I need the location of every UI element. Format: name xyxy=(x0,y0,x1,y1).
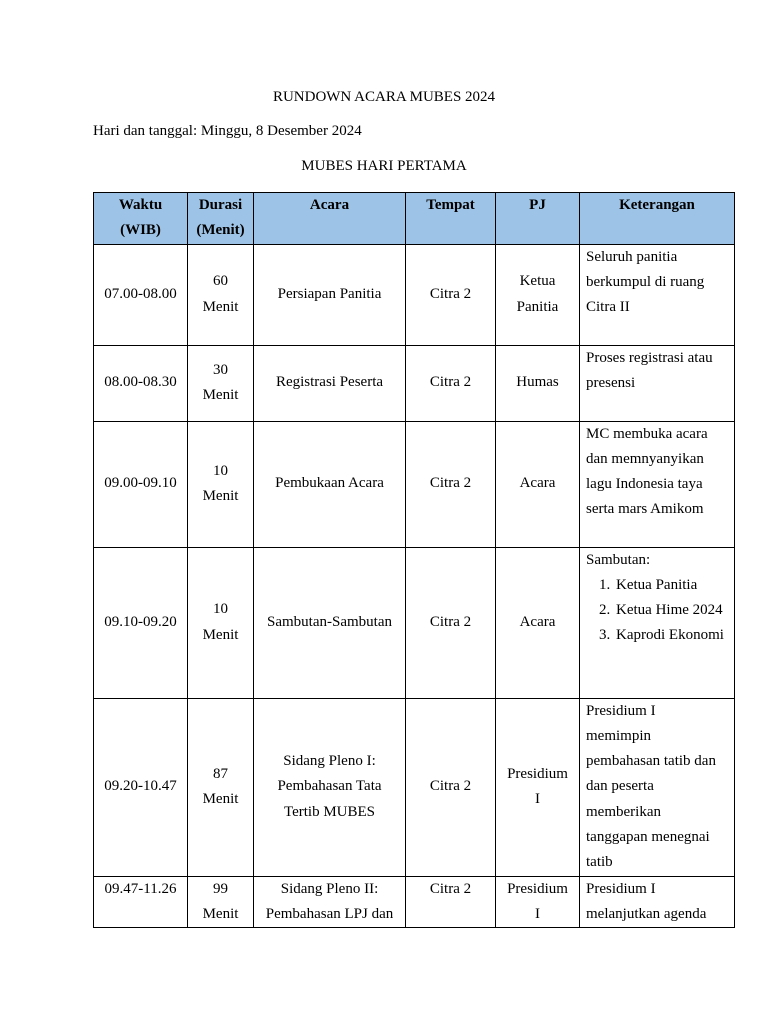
list-item: 1. Ketua Panitia xyxy=(614,573,730,598)
cell-keterangan: Sambutan: 1. Ketua Panitia 2. Ketua Hime 2024 3. Kaprodi Ekonomi xyxy=(580,547,735,698)
cell-waktu: 09.47-11.26 xyxy=(94,876,188,928)
cell-acara: Sidang Pleno I: Pembahasan Tata Tertib MUBES xyxy=(254,698,406,876)
cell-tempat: Citra 2 xyxy=(406,421,496,547)
document-title: RUNDOWN ACARA MUBES 2024 xyxy=(272,89,496,105)
section-subtitle: MUBES HARI PERTAMA xyxy=(301,158,467,174)
cell-pj: Acara xyxy=(496,547,580,698)
cell-keterangan: Seluruh panitia berkumpul di ruang Citra II xyxy=(580,244,735,345)
header-acara: Acara xyxy=(254,193,406,245)
cell-pj: Acara xyxy=(496,421,580,547)
table-row xyxy=(94,244,735,345)
cell-acara: Registrasi Peserta xyxy=(254,345,406,421)
cell-durasi: 60 Menit xyxy=(188,244,254,345)
cell-pj: Ketua Panitia xyxy=(496,244,580,345)
cell-keterangan: MC membuka acara dan memnyanyikan lagu Indonesia taya serta mars Amikom xyxy=(580,421,735,547)
cell-keterangan: Proses registrasi atau presensi xyxy=(580,345,735,421)
cell-durasi: 99 Menit xyxy=(188,876,254,928)
cell-durasi: 10 Menit xyxy=(188,421,254,547)
cell-tempat: Citra 2 xyxy=(406,244,496,345)
cell-durasi: 30 Menit xyxy=(188,345,254,421)
list-item: 3. Kaprodi Ekonomi xyxy=(614,623,730,648)
cell-acara: Persiapan Panitia xyxy=(254,244,406,345)
header-tempat: Tempat xyxy=(406,193,496,245)
cell-acara: Sambutan-Sambutan xyxy=(254,547,406,698)
cell-tempat: Citra 2 xyxy=(406,876,496,928)
cell-waktu: 09.00-09.10 xyxy=(94,421,188,547)
table-row xyxy=(94,345,735,421)
cell-tempat: Citra 2 xyxy=(406,547,496,698)
cell-acara: Pembukaan Acara xyxy=(254,421,406,547)
rundown-table xyxy=(93,192,735,928)
date-line: Hari dan tanggal: Minggu, 8 Desember 2024 xyxy=(93,123,362,139)
cell-waktu: 08.00-08.30 xyxy=(94,345,188,421)
cell-waktu: 07.00-08.00 xyxy=(94,244,188,345)
table-row xyxy=(94,876,735,928)
header-waktu: Waktu (WIB) xyxy=(94,193,188,245)
cell-durasi: 87 Menit xyxy=(188,698,254,876)
cell-tempat: Citra 2 xyxy=(406,345,496,421)
list-item: 2. Ketua Hime 2024 xyxy=(614,598,730,623)
header-pj: PJ xyxy=(496,193,580,245)
cell-durasi: 10 Menit xyxy=(188,547,254,698)
header-durasi: Durasi (Menit) xyxy=(188,193,254,245)
table-header-row xyxy=(94,193,735,245)
table-row xyxy=(94,547,735,698)
cell-waktu: 09.10-09.20 xyxy=(94,547,188,698)
table-row xyxy=(94,698,735,876)
cell-pj: Presidium I xyxy=(496,698,580,876)
cell-waktu: 09.20-10.47 xyxy=(94,698,188,876)
header-keterangan: Keterangan xyxy=(580,193,735,245)
cell-acara: Sidang Pleno II: Pembahasan LPJ dan xyxy=(254,876,406,928)
cell-keterangan: Presidium I memimpin pembahasan tatib dan dan peserta memberikan tanggapan menegnai tatib xyxy=(580,698,735,876)
sambutan-list xyxy=(586,573,730,649)
cell-tempat: Citra 2 xyxy=(406,698,496,876)
cell-pj: Humas xyxy=(496,345,580,421)
table-row xyxy=(94,421,735,547)
cell-pj: Presidium I xyxy=(496,876,580,928)
cell-keterangan: Presidium I melanjutkan agenda xyxy=(580,876,735,928)
